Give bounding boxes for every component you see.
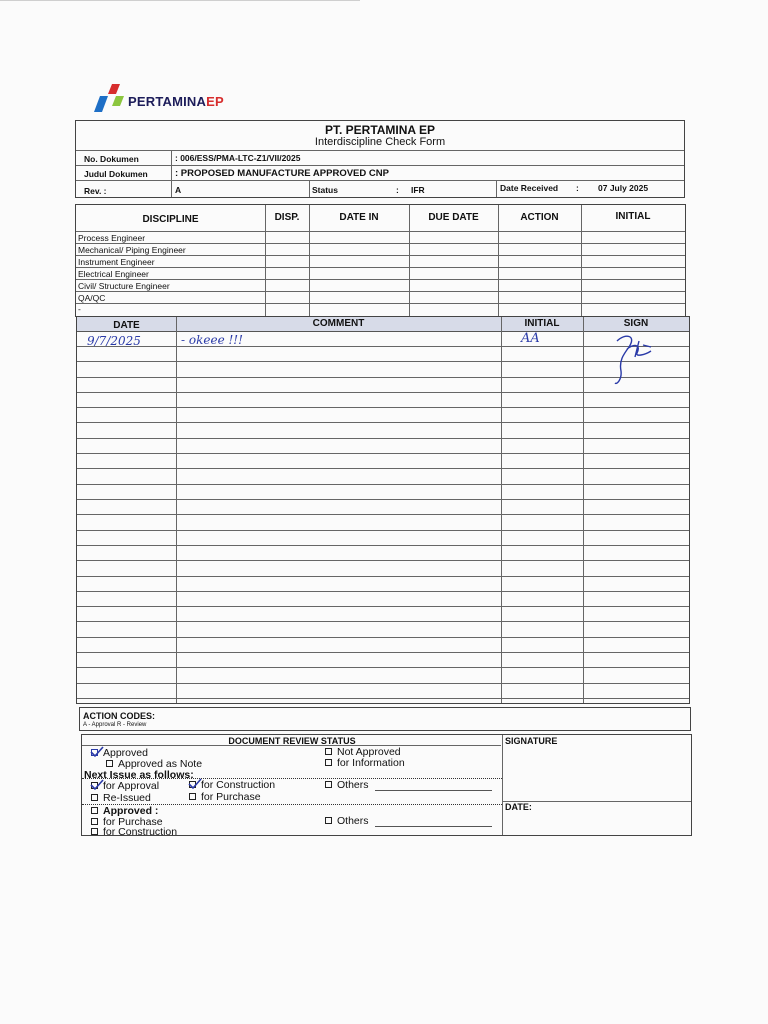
not-approved-label: Not Approved <box>337 746 401 758</box>
due-date-header: DUE DATE <box>428 212 479 223</box>
sign-col-header: SIGN <box>623 318 649 329</box>
comment-row-line <box>77 438 689 439</box>
approved-as-note-label: Approved as Note <box>118 758 203 770</box>
comment-col-header: COMMENT <box>312 318 365 329</box>
discipline-row: QA/QC <box>78 293 106 303</box>
comment-row-line <box>77 652 689 653</box>
action-codes-title: ACTION CODES: <box>83 711 155 721</box>
final-for-purchase-label: for Purchase <box>103 816 163 828</box>
status-value: IFR <box>411 185 425 195</box>
judul-dokumen-value: : PROPOSED MANUFACTURE APPROVED CNP <box>175 168 389 179</box>
entry-comment: - okeee !!! <box>181 333 243 347</box>
comment-row-line <box>77 637 689 638</box>
final-for-construction-checkbox[interactable] <box>91 826 177 838</box>
comment-row-line <box>77 545 689 546</box>
entry-date: 9/7/2025 <box>87 334 141 348</box>
comment-row-line <box>77 453 689 454</box>
discipline-row: Process Engineer <box>78 233 146 243</box>
action-codes-box <box>79 707 691 731</box>
discipline-row: Electrical Engineer <box>78 269 149 279</box>
check-mark-icon <box>90 746 104 758</box>
for-purchase-checkbox[interactable] <box>189 791 261 803</box>
scan-edge <box>0 0 360 1</box>
comment-row-line <box>77 683 689 684</box>
final-others-checkbox[interactable] <box>325 815 369 827</box>
review-status-title: DOCUMENT REVIEW STATUS <box>228 736 356 746</box>
comment-row-line <box>77 698 689 699</box>
approved-label: Approved <box>103 747 148 759</box>
document-review-status <box>81 734 692 836</box>
comment-row-line <box>77 468 689 469</box>
entry-initial: AA <box>521 331 540 346</box>
no-dokumen-label: No. Dokumen <box>84 154 139 164</box>
check-mark-icon <box>90 779 104 791</box>
re-issued-label: Re-Issued <box>103 792 151 804</box>
comment-row-line <box>77 606 689 607</box>
for-approval-label: for Approval <box>103 780 160 792</box>
next-issue-label: Next Issue as follows: <box>84 769 194 781</box>
others-checkbox[interactable] <box>325 779 369 791</box>
judul-dokumen-label: Judul Dokumen <box>84 169 148 179</box>
no-dokumen-value: : 006/ESS/PMA-LTC-Z1/VII/2025 <box>175 153 301 163</box>
logo-wordmark: PERTAMINAEP <box>128 94 224 109</box>
initial-header: INITIAL <box>615 211 651 222</box>
date-received-label: Date Received <box>500 183 559 193</box>
status-label: Status <box>312 185 338 195</box>
form-header <box>75 120 685 198</box>
for-construction-label: for Construction <box>201 779 276 791</box>
comment-row-line <box>77 530 689 531</box>
comment-row-line <box>77 422 689 423</box>
action-codes-list: A - Approval R - Review <box>83 722 147 728</box>
re-issued-checkbox[interactable] <box>91 792 151 804</box>
discipline-header: DISCIPLINE <box>142 214 199 225</box>
for-information-checkbox[interactable] <box>325 757 405 769</box>
date-col-header: DATE <box>113 320 140 331</box>
company-title: PT. PERTAMINA EP <box>324 123 435 137</box>
handwritten-signature-icon <box>607 331 657 387</box>
action-header: ACTION <box>520 212 559 223</box>
comment-row-line <box>77 361 689 362</box>
comment-row-line <box>77 514 689 515</box>
signature-label: SIGNATURE <box>505 736 558 746</box>
rev-value: A <box>175 185 182 195</box>
date-received-value: 07 July 2025 <box>598 183 649 193</box>
date-received-colon: : <box>576 183 579 193</box>
initial-col-header: INITIAL <box>524 318 560 329</box>
status-colon: : <box>396 185 399 195</box>
comment-row-line <box>77 621 689 622</box>
discipline-row: Mechanical/ Piping Engineer <box>78 245 186 255</box>
date-label: DATE: <box>505 802 532 812</box>
approved-final-label: Approved : <box>103 805 159 817</box>
others-label: Others <box>337 779 369 791</box>
rev-label: Rev. : <box>84 186 107 196</box>
final-others-label: Others <box>337 815 369 827</box>
comment-row-line <box>77 576 689 577</box>
date-in-header: DATE IN <box>339 212 379 223</box>
comment-row-line <box>77 591 689 592</box>
final-for-construction-label: for Construction <box>103 826 178 838</box>
comment-table <box>76 316 690 704</box>
discipline-row: - <box>78 304 81 314</box>
discipline-row: Civil/ Structure Engineer <box>78 281 170 291</box>
disp-header: DISP. <box>274 212 300 223</box>
check-mark-icon <box>188 778 202 790</box>
comment-row-line <box>77 484 689 485</box>
comment-row-line <box>77 407 689 408</box>
comment-row-line <box>77 392 689 393</box>
for-purchase-label: for Purchase <box>201 791 261 803</box>
discipline-row: Instrument Engineer <box>78 257 155 267</box>
comment-row-line <box>77 377 689 378</box>
comment-row-line <box>77 560 689 561</box>
form-subtitle: Interdiscipline Check Form <box>314 136 446 148</box>
comment-row-line <box>77 346 689 347</box>
comment-row-line <box>77 667 689 668</box>
discipline-table <box>75 204 686 317</box>
comment-row-line <box>77 499 689 500</box>
for-information-label: for Information <box>337 757 405 769</box>
